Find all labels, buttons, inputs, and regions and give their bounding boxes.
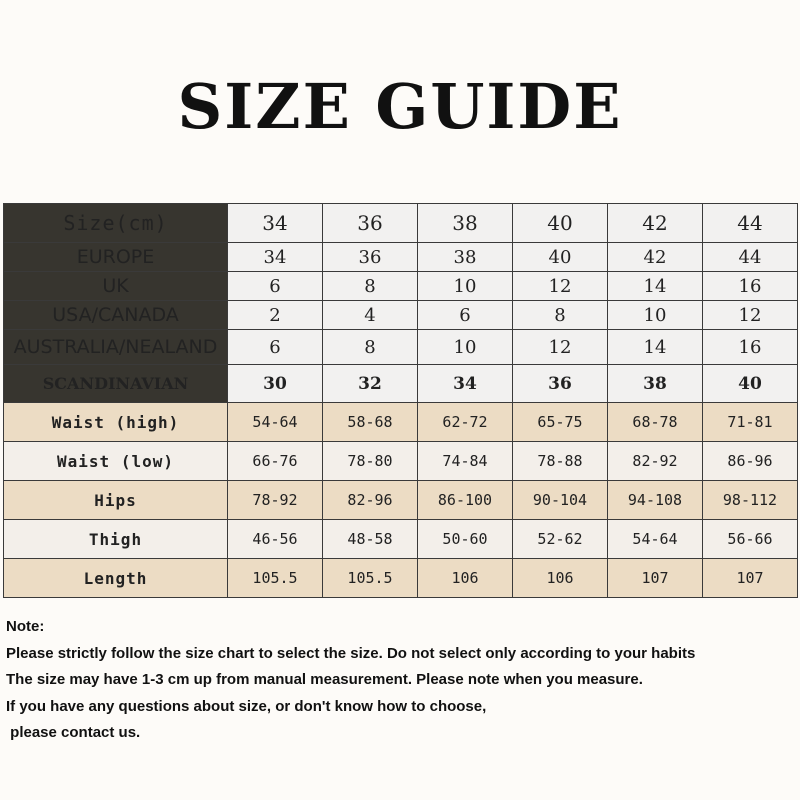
row-label-scandinavian: SCANDINAVIAN (4, 365, 228, 403)
table-cell: 106 (418, 559, 513, 598)
usa-canada-row (4, 301, 798, 330)
table-cell: 4 (323, 301, 418, 330)
table-cell: 42 (608, 243, 703, 272)
table-cell: 44 (703, 243, 798, 272)
table-cell: 16 (703, 330, 798, 365)
row-label-thigh: Thigh (4, 520, 228, 559)
table-cell: 40 (513, 243, 608, 272)
table-cell: 98-112 (703, 481, 798, 520)
hips-row (4, 481, 798, 520)
table-cell: 105.5 (323, 559, 418, 598)
table-cell: 74-84 (418, 442, 513, 481)
table-cell: 56-66 (703, 520, 798, 559)
note-line: If you have any questions about size, or don't know how to choose, (6, 697, 487, 715)
table-cell: 12 (703, 301, 798, 330)
row-label-europe: EUROPE (4, 243, 228, 272)
table-cell: 86-100 (418, 481, 513, 520)
table-cell: 54-64 (608, 520, 703, 559)
note-heading: Note: (6, 618, 45, 635)
thigh-row (4, 520, 798, 559)
row-label-size: Size(cm) (4, 204, 228, 243)
table-cell: 14 (608, 330, 703, 365)
table-cell: 34 (228, 243, 323, 272)
uk-row (4, 272, 798, 301)
size-chart-table (3, 203, 798, 598)
europe-row (4, 243, 798, 272)
table-cell: 12 (513, 330, 608, 365)
table-cell: 46-56 (228, 520, 323, 559)
row-label-uk: UK (4, 272, 228, 301)
table-cell: 6 (228, 330, 323, 365)
table-cell: 34 (418, 365, 513, 403)
row-label-length: Length (4, 559, 228, 598)
table-cell: 82-92 (608, 442, 703, 481)
table-cell: 10 (418, 330, 513, 365)
table-cell: 6 (418, 301, 513, 330)
notes-block (6, 614, 695, 747)
australia-row (4, 330, 798, 365)
table-cell: 14 (608, 272, 703, 301)
table-cell: 90-104 (513, 481, 608, 520)
table-cell: 6 (228, 272, 323, 301)
size-value: 36 (323, 204, 418, 243)
size-value: 38 (418, 204, 513, 243)
table-cell: 10 (418, 272, 513, 301)
row-label-hips: Hips (4, 481, 228, 520)
table-cell: 68-78 (608, 403, 703, 442)
waist-low-row (4, 442, 798, 481)
table-cell: 66-76 (228, 442, 323, 481)
length-row (4, 559, 798, 598)
table-cell: 62-72 (418, 403, 513, 442)
scandinavian-row (4, 365, 798, 403)
note-line: The size may have 1-3 cm up from manual measurement. Please note when you measure. (6, 671, 643, 688)
size-header-row (4, 204, 798, 243)
table-cell: 106 (513, 559, 608, 598)
table-cell: 78-92 (228, 481, 323, 520)
table-cell: 82-96 (323, 481, 418, 520)
table-cell: 8 (513, 301, 608, 330)
size-value: 42 (608, 204, 703, 243)
table-cell: 86-96 (703, 442, 798, 481)
table-cell: 8 (323, 330, 418, 365)
row-label-waist-low: Waist (low) (4, 442, 228, 481)
table-cell: 65-75 (513, 403, 608, 442)
table-cell: 50-60 (418, 520, 513, 559)
row-label-waist-high: Waist (high) (4, 403, 228, 442)
row-label-australia: AUSTRALIA/NEALAND (4, 330, 228, 365)
table-cell: 94-108 (608, 481, 703, 520)
table-cell: 48-58 (323, 520, 418, 559)
table-cell: 36 (513, 365, 608, 403)
size-value: 40 (513, 204, 608, 243)
table-cell: 105.5 (228, 559, 323, 598)
table-cell: 40 (703, 365, 798, 403)
table-cell: 52-62 (513, 520, 608, 559)
table-cell: 8 (323, 272, 418, 301)
table-cell: 32 (323, 365, 418, 403)
row-label-usa-canada: USA/CANADA (4, 301, 228, 330)
waist-high-row (4, 403, 798, 442)
page-title: SIZE GUIDE (177, 70, 623, 143)
table-cell: 107 (703, 559, 798, 598)
table-cell: 54-64 (228, 403, 323, 442)
table-cell: 2 (228, 301, 323, 330)
table-cell: 12 (513, 272, 608, 301)
table-cell: 78-88 (513, 442, 608, 481)
size-value: 34 (228, 204, 323, 243)
table-cell: 71-81 (703, 403, 798, 442)
note-line: please contact us. (6, 724, 141, 741)
table-cell: 78-80 (323, 442, 418, 481)
table-cell: 38 (608, 365, 703, 403)
table-cell: 58-68 (323, 403, 418, 442)
note-line: Please strictly follow the size chart to select the size. Do not select only according to your habits (6, 644, 696, 662)
table-cell: 16 (703, 272, 798, 301)
table-cell: 10 (608, 301, 703, 330)
table-cell: 107 (608, 559, 703, 598)
table-cell: 38 (418, 243, 513, 272)
table-cell: 36 (323, 243, 418, 272)
table-cell: 30 (228, 365, 323, 403)
size-value: 44 (703, 204, 798, 243)
